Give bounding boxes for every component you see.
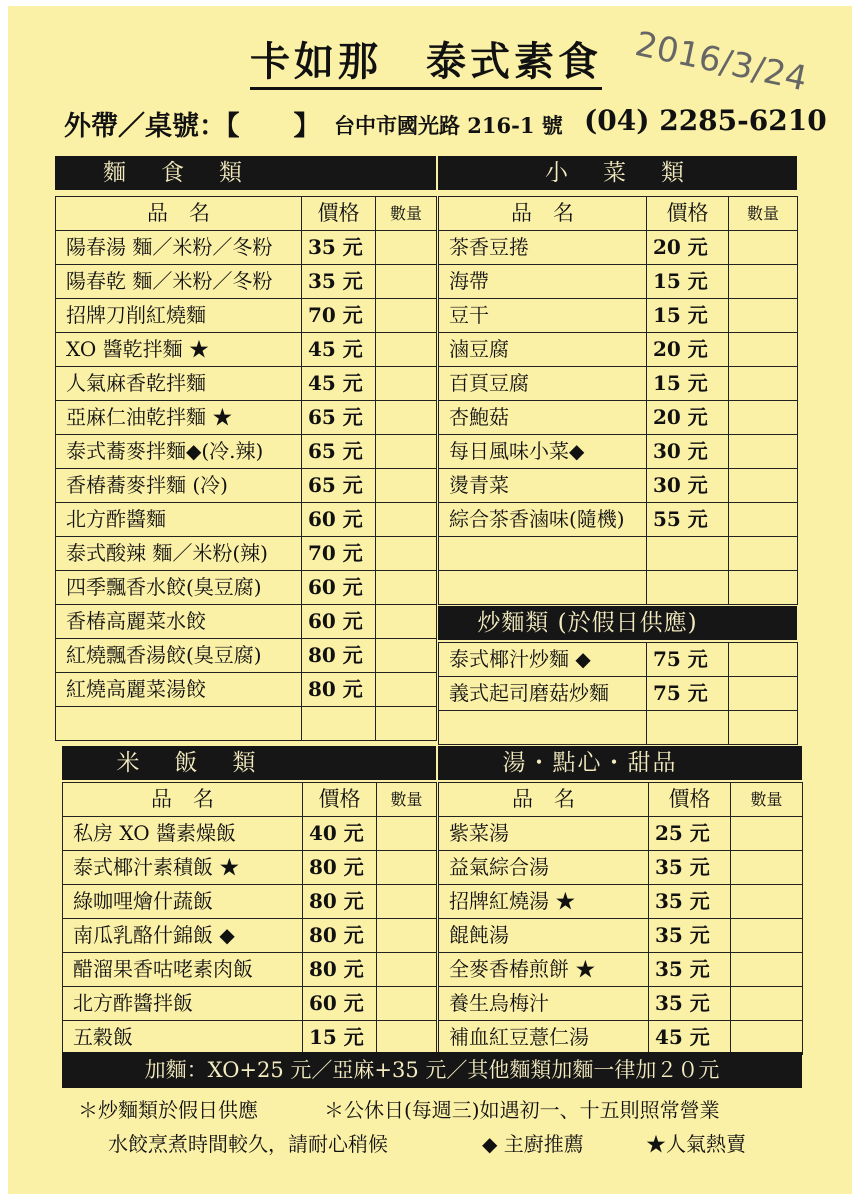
- col-qty: 數量: [729, 197, 798, 231]
- menu-row: [439, 919, 803, 953]
- menu-row: [56, 401, 437, 435]
- qty-cell[interactable]: [731, 987, 803, 1021]
- item-name: 益氣綜合湯: [439, 851, 649, 885]
- table-header: [63, 783, 437, 817]
- item-price: 45 元: [302, 333, 376, 367]
- menu-row: [56, 265, 437, 299]
- item-name: 燙青菜: [439, 469, 647, 503]
- item-price: 15 元: [303, 1021, 377, 1055]
- item-price: 80 元: [302, 673, 376, 707]
- item-name: 茶香豆捲: [439, 231, 647, 265]
- item-name: [439, 711, 647, 745]
- sides-table: [438, 196, 798, 605]
- menu-row: [63, 885, 437, 919]
- table-header: [439, 197, 798, 231]
- col-name: 品 名: [56, 197, 302, 231]
- col-name: 品 名: [439, 197, 647, 231]
- item-price: [647, 711, 729, 745]
- menu-row: [439, 265, 798, 299]
- menu-row: [63, 987, 437, 1021]
- section-title-noodles: 麵 食 類: [55, 156, 436, 190]
- menu-row: [439, 537, 798, 571]
- col-price: 價格: [302, 197, 376, 231]
- menu-row: [439, 503, 798, 537]
- item-price: 35 元: [649, 919, 731, 953]
- menu-row: [63, 851, 437, 885]
- menu-row: [439, 643, 798, 677]
- menu-row: [56, 639, 437, 673]
- item-name: 全麥香椿煎餅 ★: [439, 953, 649, 987]
- qty-cell[interactable]: [376, 605, 437, 639]
- qty-cell[interactable]: [729, 367, 798, 401]
- item-price: 70 元: [302, 537, 376, 571]
- col-qty: 數量: [731, 783, 803, 817]
- menu-row: [439, 817, 803, 851]
- item-name: 北方酢醬麵: [56, 503, 302, 537]
- extra-noodle-bar: 加麵：XO+25 元／亞麻+35 元／其他麵類加麵一律加２０元: [62, 1052, 802, 1088]
- item-name: [439, 571, 647, 605]
- qty-cell[interactable]: [376, 265, 437, 299]
- item-price: 15 元: [647, 367, 729, 401]
- menu-row: [439, 987, 803, 1021]
- qty-cell[interactable]: [729, 711, 798, 745]
- item-name: 百頁豆腐: [439, 367, 647, 401]
- address: 台中市國光路 216-1 號: [334, 113, 563, 138]
- qty-cell[interactable]: [729, 537, 798, 571]
- item-price: 35 元: [649, 885, 731, 919]
- item-price: [647, 571, 729, 605]
- qty-cell[interactable]: [729, 643, 798, 677]
- item-name: XO 醬乾拌麵 ★: [56, 333, 302, 367]
- qty-cell[interactable]: [377, 1021, 437, 1055]
- note-closed-day: ＊公休日(每週三)如遇初一、十五則照常營業: [324, 1098, 720, 1122]
- section-soups: [438, 746, 802, 1056]
- item-name: 五穀飯: [63, 1021, 303, 1055]
- item-name: 南瓜乳酪什錦飯 ◆: [63, 919, 303, 953]
- menu-row: [439, 333, 798, 367]
- item-price: 35 元: [649, 987, 731, 1021]
- item-name: 豆干: [439, 299, 647, 333]
- item-price: 35 元: [302, 231, 376, 265]
- item-price: 30 元: [647, 435, 729, 469]
- qty-cell[interactable]: [376, 707, 437, 741]
- item-price: 60 元: [302, 503, 376, 537]
- item-name: 亞麻仁油乾拌麵 ★: [56, 401, 302, 435]
- item-price: 60 元: [303, 987, 377, 1021]
- item-price: 65 元: [302, 435, 376, 469]
- item-price: 80 元: [303, 851, 377, 885]
- item-name: 陽春湯 麵／米粉／冬粉: [56, 231, 302, 265]
- qty-cell[interactable]: [377, 851, 437, 885]
- menu-row: [63, 1021, 437, 1055]
- item-price: 35 元: [649, 851, 731, 885]
- item-name: [439, 537, 647, 571]
- item-price: 45 元: [649, 1021, 731, 1055]
- qty-cell[interactable]: [729, 231, 798, 265]
- qty-cell[interactable]: [731, 919, 803, 953]
- qty-cell[interactable]: [376, 435, 437, 469]
- menu-row: [439, 953, 803, 987]
- qty-cell[interactable]: [731, 885, 803, 919]
- item-price: 70 元: [302, 299, 376, 333]
- qty-cell[interactable]: [729, 265, 798, 299]
- item-price: 20 元: [647, 231, 729, 265]
- qty-cell[interactable]: [729, 435, 798, 469]
- menu-row: [56, 537, 437, 571]
- note-dumplings: 水餃烹煮時間較久，請耐心稍候: [108, 1132, 388, 1156]
- qty-cell[interactable]: [729, 503, 798, 537]
- item-name: 泰式酸辣 麵／米粉(辣): [56, 537, 302, 571]
- menu-row: [439, 677, 798, 711]
- qty-cell[interactable]: [729, 333, 798, 367]
- menu-row: [439, 851, 803, 885]
- item-name: 每日風味小菜◆: [439, 435, 647, 469]
- item-name: 泰式椰汁炒麵 ◆: [439, 643, 647, 677]
- item-name: 餛飩湯: [439, 919, 649, 953]
- item-name: 陽春乾 麵／米粉／冬粉: [56, 265, 302, 299]
- qty-cell[interactable]: [376, 401, 437, 435]
- item-name: 招牌紅燒湯 ★: [439, 885, 649, 919]
- section-title-fried-noodles: 炒麵類 (於假日供應): [438, 606, 797, 640]
- item-price: [302, 707, 376, 741]
- qty-cell[interactable]: [376, 299, 437, 333]
- qty-cell[interactable]: [377, 817, 437, 851]
- item-price: 75 元: [647, 643, 729, 677]
- menu-row: [439, 711, 798, 745]
- qty-cell[interactable]: [729, 571, 798, 605]
- section-fried-noodles: [438, 606, 797, 746]
- menu-row: [439, 885, 803, 919]
- menu-row: [56, 367, 437, 401]
- item-name: 滷豆腐: [439, 333, 647, 367]
- qty-cell[interactable]: [376, 469, 437, 503]
- noodles-table: [55, 196, 437, 741]
- col-qty: 數量: [376, 197, 437, 231]
- phone-number: (04) 2285-6210: [584, 104, 827, 137]
- menu-row: [56, 673, 437, 707]
- menu-row: [56, 571, 437, 605]
- handwritten-date: 2016/3/24: [631, 24, 811, 100]
- item-price: 65 元: [302, 469, 376, 503]
- item-name: 醋溜果香咕咾素肉飯: [63, 953, 303, 987]
- menu-row: [439, 299, 798, 333]
- menu-row: [439, 401, 798, 435]
- menu-row: [56, 435, 437, 469]
- item-price: 80 元: [303, 953, 377, 987]
- section-noodles: [55, 156, 436, 746]
- item-price: 35 元: [302, 265, 376, 299]
- menu-row: [439, 367, 798, 401]
- qty-cell[interactable]: [376, 639, 437, 673]
- item-name: 招牌刀削紅燒麵: [56, 299, 302, 333]
- qty-cell[interactable]: [376, 571, 437, 605]
- item-name: 養生烏梅汁: [439, 987, 649, 1021]
- section-sides: [438, 156, 797, 606]
- item-price: 80 元: [303, 885, 377, 919]
- soups-table: [438, 782, 803, 1055]
- item-name: 補血紅豆薏仁湯: [439, 1021, 649, 1055]
- item-price: 25 元: [649, 817, 731, 851]
- col-price: 價格: [649, 783, 731, 817]
- item-price: 80 元: [302, 639, 376, 673]
- menu-row: [439, 469, 798, 503]
- legend-chef-recommend: ◆ 主廚推薦: [482, 1132, 584, 1156]
- qty-cell[interactable]: [729, 299, 798, 333]
- menu-row: [56, 333, 437, 367]
- item-price: 65 元: [302, 401, 376, 435]
- qty-cell[interactable]: [729, 401, 798, 435]
- item-price: 80 元: [303, 919, 377, 953]
- restaurant-title: 卡如那 泰式素食: [250, 30, 630, 87]
- menu-row: [56, 469, 437, 503]
- col-name: 品 名: [63, 783, 303, 817]
- item-name: 杏鮑菇: [439, 401, 647, 435]
- item-name: 紫菜湯: [439, 817, 649, 851]
- section-title-soups: 湯・點心・甜品: [438, 746, 802, 780]
- item-price: [647, 537, 729, 571]
- menu-row: [56, 231, 437, 265]
- qty-cell[interactable]: [377, 919, 437, 953]
- menu-row: [56, 299, 437, 333]
- item-name: 綠咖哩燴什蔬飯: [63, 885, 303, 919]
- qty-cell[interactable]: [376, 503, 437, 537]
- qty-cell[interactable]: [376, 333, 437, 367]
- qty-cell[interactable]: [731, 851, 803, 885]
- qty-cell[interactable]: [731, 1021, 803, 1055]
- item-price: 20 元: [647, 401, 729, 435]
- qty-cell[interactable]: [729, 469, 798, 503]
- qty-cell[interactable]: [731, 817, 803, 851]
- item-name: [56, 707, 302, 741]
- item-name: 紅燒飄香湯餃(臭豆腐): [56, 639, 302, 673]
- item-price: 30 元: [647, 469, 729, 503]
- item-name: 四季飄香水餃(臭豆腐): [56, 571, 302, 605]
- qty-cell[interactable]: [377, 953, 437, 987]
- rice-table: [62, 782, 437, 1055]
- menu-row: [56, 503, 437, 537]
- item-name: 義式起司磨菇炒麵: [439, 677, 647, 711]
- item-name: 香椿蕎麥拌麵 (冷): [56, 469, 302, 503]
- item-name: 紅燒高麗菜湯餃: [56, 673, 302, 707]
- table-header: [439, 783, 803, 817]
- menu-row: [439, 571, 798, 605]
- item-name: 綜合茶香滷味(隨機): [439, 503, 647, 537]
- item-price: 60 元: [302, 605, 376, 639]
- qty-cell[interactable]: [376, 537, 437, 571]
- table-header: [56, 197, 437, 231]
- item-price: 45 元: [302, 367, 376, 401]
- menu-row: [63, 817, 437, 851]
- item-name: 香椿高麗菜水餃: [56, 605, 302, 639]
- qty-cell[interactable]: [377, 885, 437, 919]
- col-qty: 數量: [377, 783, 437, 817]
- col-price: 價格: [647, 197, 729, 231]
- item-price: 20 元: [647, 333, 729, 367]
- section-title-rice: 米 飯 類: [62, 746, 436, 780]
- qty-cell[interactable]: [376, 367, 437, 401]
- section-rice: [62, 746, 436, 1056]
- item-name: 泰式蕎麥拌麵◆(冷.辣): [56, 435, 302, 469]
- info-line: [64, 104, 827, 144]
- menu-row: [439, 231, 798, 265]
- item-name: 泰式椰汁素積飯 ★: [63, 851, 303, 885]
- item-price: 55 元: [647, 503, 729, 537]
- item-price: 60 元: [302, 571, 376, 605]
- col-name: 品 名: [439, 783, 649, 817]
- menu-row: [56, 707, 437, 741]
- qty-cell[interactable]: [376, 231, 437, 265]
- item-price: 40 元: [303, 817, 377, 851]
- item-name: 私房 XO 醬素燥飯: [63, 817, 303, 851]
- menu-row: [63, 919, 437, 953]
- col-price: 價格: [303, 783, 377, 817]
- qty-cell[interactable]: [731, 953, 803, 987]
- item-name: 海帶: [439, 265, 647, 299]
- item-price: 15 元: [647, 299, 729, 333]
- menu-row: [63, 953, 437, 987]
- qty-cell[interactable]: [376, 673, 437, 707]
- menu-row: [439, 435, 798, 469]
- section-title-sides: 小 菜 類: [438, 156, 797, 190]
- takeout-table-label: 外帶／桌號：【 】: [64, 111, 321, 142]
- menu-row: [56, 605, 437, 639]
- item-name: 北方酢醬拌飯: [63, 987, 303, 1021]
- qty-cell[interactable]: [377, 987, 437, 1021]
- item-price: 15 元: [647, 265, 729, 299]
- legend-popular: ★人氣熱賣: [646, 1132, 746, 1156]
- item-name: 人氣麻香乾拌麵: [56, 367, 302, 401]
- note-holiday: ＊炒麵類於假日供應: [78, 1098, 258, 1122]
- fried-noodles-table: [438, 642, 798, 745]
- item-price: 75 元: [647, 677, 729, 711]
- qty-cell[interactable]: [729, 677, 798, 711]
- item-price: 35 元: [649, 953, 731, 987]
- menu-row: [439, 1021, 803, 1055]
